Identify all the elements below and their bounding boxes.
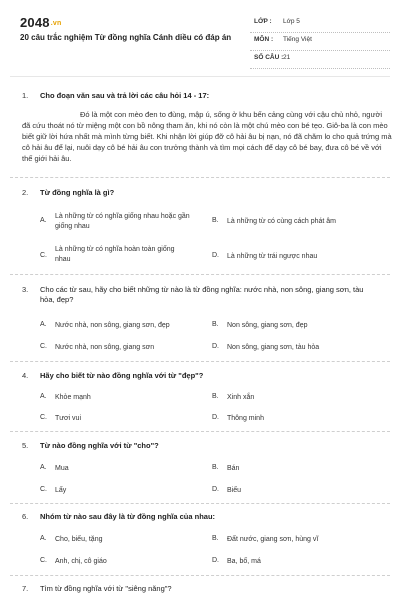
page-header <box>0 0 400 70</box>
question-divider <box>10 575 390 576</box>
question-number: 3. <box>22 285 29 294</box>
option-text[interactable]: Non sông, giang sơn, tàu hỏa <box>227 344 320 351</box>
question-text <box>40 285 392 305</box>
option-text[interactable]: Anh, chị, cô giáo <box>55 558 107 565</box>
meta-key: MÔN : <box>254 36 274 43</box>
question-text: Cho đoạn văn sau và trả lời các câu hỏi 14 - 17: <box>40 91 210 100</box>
meta-key: SỐ CÂU : <box>254 54 284 61</box>
logo-suffix: .vn <box>50 20 62 27</box>
question-divider <box>10 177 390 178</box>
option-letter[interactable]: B. <box>212 321 219 328</box>
option-letter[interactable]: A. <box>40 217 47 224</box>
option-letter[interactable]: D. <box>212 252 219 259</box>
page-title: 20 câu trắc nghiệm Từ đồng nghĩa Cánh diều có đáp án <box>20 33 232 42</box>
option-letter[interactable]: B. <box>212 535 219 542</box>
option-letter[interactable]: B. <box>212 464 219 471</box>
reading-passage: Đó là một con mèo đen to đùng, mập ú, sống ở khu bến cảng cùng với cậu chủ nhỏ, người đã cứu thoát nó từ miệng một con bồ nông tham ăn, khi nó còn là một chú mèo con bé tẹo. Giô-ba là con mèo biết giữ lời hứa nhất mà mình từng biết. Khi nhận lời giúp đỡ cô hải âu bị nạn, nó đã chăm lo cho quả trứng mà cô hải âu để lại, nuôi dạy cô bé hải âu con trưởng thành và tìm mọi cách để dạy cô bé bay, đưa cô bé về với thế giới hải âu. <box>22 110 392 163</box>
option-text[interactable]: Mua <box>55 465 69 472</box>
question-divider <box>10 361 390 362</box>
site-logo[interactable] <box>20 15 61 30</box>
question-text: Tìm từ đồng nghĩa với từ "siêng năng"? <box>40 584 172 593</box>
option-line: Là những từ có nghĩa hoàn toàn giống <box>55 246 175 253</box>
meta-row-grade <box>250 15 390 33</box>
header-divider <box>10 76 390 77</box>
question-line: hỏa, đẹp? <box>40 295 74 304</box>
option-text[interactable]: Biếu <box>227 487 242 494</box>
question-text: Từ nào đồng nghĩa với từ "cho"? <box>40 441 159 450</box>
option-text[interactable]: Bán <box>227 465 240 472</box>
option-text[interactable]: Xinh xắn <box>227 394 255 401</box>
option-text[interactable]: Là những từ trái ngược nhau <box>227 253 318 260</box>
question-text: Nhóm từ nào sau đây là từ đồng nghĩa của nhau: <box>40 512 216 521</box>
question-divider <box>10 503 390 504</box>
option-text[interactable]: Khỏe mạnh <box>55 394 91 401</box>
option-line: giống nhau <box>55 223 90 230</box>
option-letter[interactable]: C. <box>40 252 47 259</box>
option-letter[interactable]: A. <box>40 321 47 328</box>
option-text[interactable]: Non sông, giang sơn, đẹp <box>227 322 308 329</box>
option-text[interactable]: Cho, biếu, tặng <box>55 536 103 543</box>
option-text[interactable]: Ba, bố, má <box>227 558 261 565</box>
option-letter[interactable]: A. <box>40 393 47 400</box>
question-number: 6. <box>22 512 29 521</box>
option-text[interactable]: Lấy <box>55 487 67 494</box>
question-text: Hãy cho biết từ nào đồng nghĩa với từ "đẹp"? <box>40 371 204 380</box>
option-text[interactable]: Thông minh <box>227 415 264 422</box>
question-text: Từ đồng nghĩa là gì? <box>40 188 115 197</box>
option-text[interactable]: Tươi vui <box>55 415 82 422</box>
option-text[interactable] <box>55 212 190 232</box>
question-number: 2. <box>22 188 29 197</box>
option-letter[interactable]: C. <box>40 486 47 493</box>
meta-value: 21 <box>283 54 291 61</box>
option-line: nhau <box>55 256 71 263</box>
meta-info <box>250 15 390 69</box>
option-letter[interactable]: D. <box>212 557 219 564</box>
option-letter[interactable]: B. <box>212 393 219 400</box>
question-number: 4. <box>22 371 29 380</box>
question-divider <box>10 431 390 432</box>
meta-key: LỚP : <box>254 18 272 25</box>
question-number: 1. <box>22 91 29 100</box>
option-letter[interactable]: D. <box>212 486 219 493</box>
option-letter[interactable]: C. <box>40 343 47 350</box>
option-letter[interactable]: D. <box>212 414 219 421</box>
option-letter[interactable]: A. <box>40 464 47 471</box>
option-letter[interactable]: A. <box>40 535 47 542</box>
option-text[interactable]: Đất nước, giang sơn, hùng vĩ <box>227 536 319 543</box>
option-text[interactable]: Là những từ có cùng cách phát âm <box>227 218 336 225</box>
question-divider <box>10 274 390 275</box>
logo-number: 2048 <box>20 15 50 30</box>
meta-row-count <box>250 51 390 69</box>
meta-row-subject <box>250 33 390 51</box>
option-letter[interactable]: C. <box>40 557 47 564</box>
question-number: 5. <box>22 441 29 450</box>
option-letter[interactable]: D. <box>212 343 219 350</box>
option-letter[interactable]: C. <box>40 414 47 421</box>
meta-value: Lớp 5 <box>283 18 300 25</box>
option-text[interactable] <box>55 245 175 265</box>
option-line: Là những từ có nghĩa giống nhau hoặc gần <box>55 213 190 220</box>
question-number: 7. <box>22 584 29 593</box>
option-text[interactable]: Nước nhà, non sông, giang sơn, đẹp <box>55 322 170 329</box>
question-line: Cho các từ sau, hãy cho biết những từ nào là từ đồng nghĩa: nước nhà, non sông, giang sơn, tàu <box>40 285 364 294</box>
meta-value: Tiếng Việt <box>283 36 312 43</box>
option-letter[interactable]: B. <box>212 217 219 224</box>
option-text[interactable]: Nước nhà, non sông, giang sơn <box>55 344 155 351</box>
